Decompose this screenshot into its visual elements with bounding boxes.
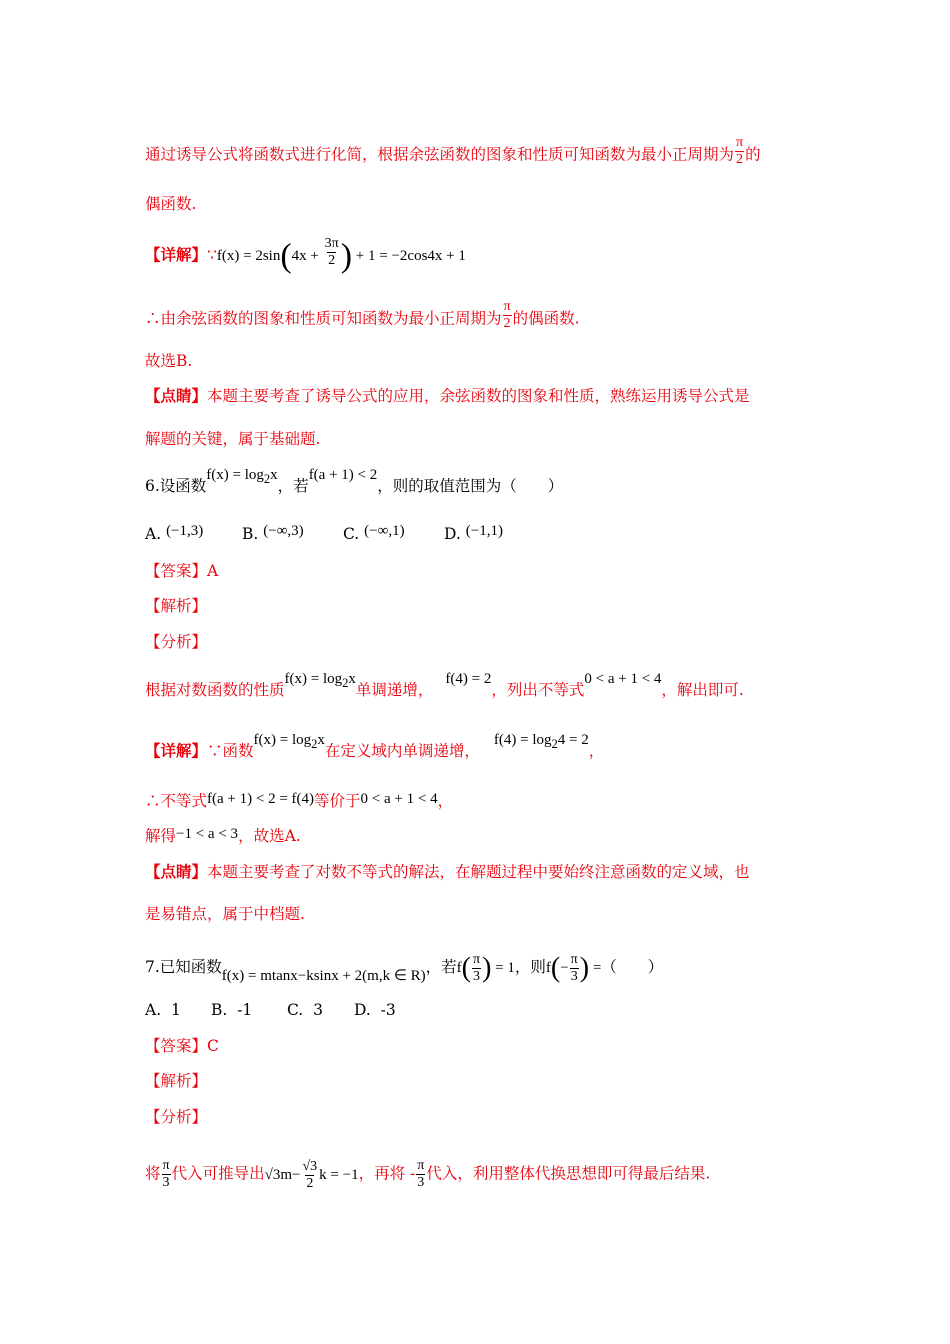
fraction-pi-over-3: $\frac{\pi}{3}$: [417, 1158, 425, 1190]
q5-remark-label: 【点睛】: [145, 386, 208, 405]
q5-remark-text-cont: 解题的关键，属于基础题.: [145, 430, 321, 448]
q6-remark-line-1: [145, 862, 750, 882]
q6-analysis-text-3: ，列出不等式: [491, 681, 585, 699]
q6-stem-end: ，则的取值范围为（ ）: [377, 477, 564, 495]
q6-thus-text-2: 等价于: [314, 792, 361, 810]
q6-fenxi-label: 【分析】: [145, 633, 208, 651]
q6-thus-text: ∴不等式: [145, 792, 208, 810]
q7-analysis-text-2: 代入可推导出: [171, 1164, 265, 1183]
q6-stem-condition: f(a + 1) < 2: [308, 467, 378, 483]
q6-fenxi-line: [145, 632, 207, 652]
q7-analysis-text: 将: [145, 1164, 161, 1183]
q7-stem-f-neg-pi3: f(− $\frac{\pi}{3}$ ) =: [545, 952, 602, 984]
q5-detail-formula: f(x) = 2sin(4x + $\frac{3\pi}{2}$ ) + 1 = −2cos4x + 1: [216, 236, 466, 275]
q6-analysis-text: 根据对数函数的性质: [145, 681, 285, 699]
q6-option-b[interactable]: B. (−∞,3): [242, 523, 304, 543]
q7-option-a[interactable]: A. 1: [145, 1001, 181, 1019]
q5-analysis-line-1: [145, 135, 761, 172]
q6-thus-comma: ，: [437, 792, 454, 810]
q6-remark-text-cont: 是易错点，属于中档题.: [145, 905, 305, 923]
q6-remark-text: 本题主要考查了对数不等式的解法，在解题过程中要始终注意函数的定义域，也: [207, 863, 750, 881]
q7-options: [145, 1000, 396, 1020]
q7-analysis-text-4: 代入，利用整体代换思想即可得最后结果.: [426, 1164, 711, 1183]
q6-option-a[interactable]: A. (−1,3): [145, 523, 204, 543]
q7-stem-text: 7.已知函数: [145, 957, 222, 976]
q6-options: [145, 524, 503, 545]
q6-stem: [145, 467, 564, 501]
q7-answer-value: C: [207, 1037, 219, 1055]
q6-stem-function: $f(x) = \log_2x$: [206, 467, 278, 486]
q5-detail-line: [145, 236, 466, 275]
q5-choose-line: [145, 351, 192, 371]
q6-stem-comma: ，若: [277, 477, 309, 495]
q6-analysis-f4: f(4) = 2: [445, 671, 492, 687]
q5-analysis-text-cont: 偶函数.: [145, 195, 197, 213]
q5-conclusion-text: ∴由余弦函数的图象和性质可知函数为最小正周期为: [145, 309, 502, 328]
q5-analysis-line-2: [145, 194, 196, 214]
q7-analysis-line: [145, 1158, 710, 1192]
q6-answer-value: A: [207, 562, 219, 580]
q5-conclusion-line: [145, 299, 580, 336]
q7-stem-comma: ，若: [425, 957, 457, 976]
q6-analysis-text-2: 单调递增，: [355, 681, 434, 699]
q6-analysis-function: $f(x) = \log_2x$: [284, 671, 356, 690]
q5-detail-label: 【详解】: [145, 244, 208, 264]
q6-analysis-inequality: 0 < a + 1 < 4: [584, 671, 662, 687]
q7-stem-function: f(x) = mtanx−ksinx + 2(m,k ∈ R): [221, 967, 426, 984]
q7-jiexi-line: [145, 1071, 207, 1091]
q7-option-b[interactable]: B. -1: [211, 1001, 253, 1019]
q6-detail-text: ∵函数: [207, 742, 254, 760]
fraction-pi-over-2: $\frac{\pi}{2}$: [736, 135, 744, 167]
q6-solve-text: 解得: [145, 827, 177, 845]
q5-analysis-text-end: 的: [745, 145, 761, 164]
q7-fenxi-label: 【分析】: [145, 1108, 208, 1126]
q6-detail-line: [145, 732, 605, 766]
q5-analysis-text: 通过诱导公式将函数式进行化简，根据余弦函数的图象和性质可知函数为最小正周期为: [145, 145, 735, 164]
q5-remark-line-1: [145, 386, 750, 406]
q7-answer-label: 【答案】: [145, 1037, 208, 1055]
q7-analysis-formula: √3m− $\frac{√3}{2}$ k = −1: [264, 1158, 359, 1191]
q5-remark-text: 本题主要考查了诱导公式的应用，余弦函数的图象和性质，熟练运用诱导公式是: [207, 387, 750, 405]
q6-solve-result: ，故选A.: [238, 827, 301, 845]
q6-option-c[interactable]: C. (−∞,1): [343, 523, 405, 543]
q6-analysis-line: [145, 671, 744, 705]
q6-thus-formula: f(a + 1) < 2 = f(4): [207, 791, 315, 807]
q7-fenxi-line: [145, 1107, 207, 1127]
q5-conclusion-end: 的偶函数.: [512, 309, 580, 328]
q6-remark-label: 【点睛】: [145, 862, 208, 881]
q6-detail-text-2: 在定义域内单调递增，: [324, 742, 480, 760]
q6-answer-label: 【答案】: [145, 562, 208, 580]
q6-jiexi-label: 【解析】: [145, 597, 208, 615]
q7-option-c[interactable]: C. 3: [287, 1001, 323, 1019]
q6-remark-line-2: [145, 904, 305, 924]
q7-jiexi-label: 【解析】: [145, 1072, 208, 1090]
q7-answer-line: [145, 1036, 219, 1056]
because-symbol: ∵: [207, 245, 217, 264]
q6-detail-f4: $f(4) = \log_24 = 2$: [493, 732, 589, 751]
q6-analysis-text-4: ，解出即可.: [661, 681, 744, 699]
q7-analysis-text-3: ，再将 -: [358, 1164, 416, 1183]
fraction-pi-over-3: $\frac{\pi}{3}$: [162, 1158, 170, 1190]
q6-solve-formula: −1 < a < 3: [176, 826, 239, 842]
q6-detail-comma: ，: [588, 742, 605, 760]
q5-remark-line-2: [145, 429, 320, 449]
q6-jiexi-line: [145, 596, 207, 616]
q7-stem: [145, 952, 663, 985]
q6-answer-line: [145, 561, 218, 581]
q6-thus-inequality: 0 < a + 1 < 4: [360, 791, 438, 807]
q6-solve-line: [145, 826, 301, 847]
q6-stem-text: 6.设函数: [145, 477, 207, 495]
fraction-pi-over-2: $\frac{\pi}{2}$: [503, 299, 511, 331]
q5-choose-text: 故选B.: [145, 352, 193, 370]
q7-stem-f-pi3: f( $\frac{\pi}{3}$ ) = 1: [456, 952, 515, 984]
q6-option-d[interactable]: D. (−1,1): [444, 523, 503, 543]
q7-stem-then: ，则: [514, 957, 546, 976]
q6-thus-line: [145, 791, 453, 812]
q7-option-d[interactable]: D. -3: [354, 1001, 396, 1019]
q6-detail-function: $f(x) = \log_2x$: [253, 732, 325, 751]
q6-detail-label: 【详解】: [145, 741, 208, 760]
q7-stem-end: （ ）: [601, 957, 664, 976]
